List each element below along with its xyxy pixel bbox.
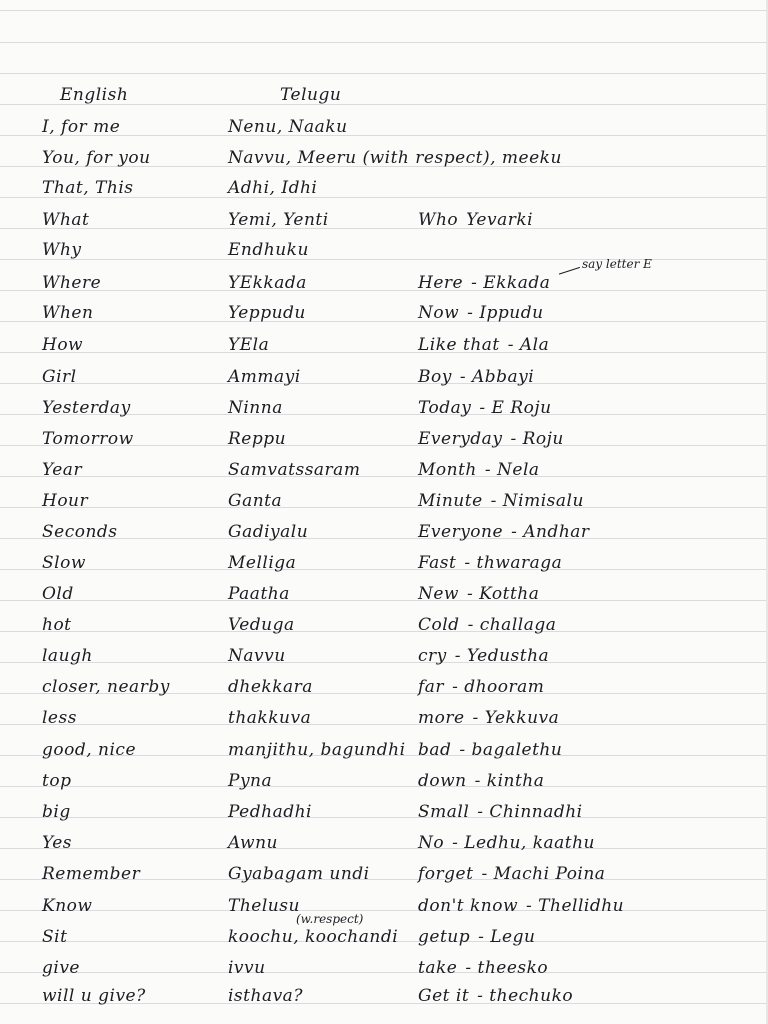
telugu-word-2: - Ekkada — [471, 273, 551, 293]
telugu-word: dhekkara — [228, 677, 313, 697]
telugu-word: YEkkada — [228, 273, 307, 293]
vocab-row — [0, 797, 768, 827]
vocab-row — [0, 486, 768, 516]
vocab-row — [0, 828, 768, 858]
telugu-word: Yemi, Yenti — [228, 210, 329, 230]
telugu-word-2: - thwaraga — [464, 553, 563, 573]
header-row — [0, 80, 768, 110]
vocab-row — [0, 298, 768, 328]
telugu-word-2: - Nimisalu — [490, 491, 584, 511]
vocab-row — [0, 205, 768, 235]
vocab-row — [0, 548, 768, 578]
english-word-2: Get it — [418, 986, 470, 1006]
english-word-2: bad — [418, 740, 452, 760]
english-word-2: getup — [418, 927, 471, 947]
telugu-word-2: - Legu — [478, 927, 536, 947]
telugu-word: koochu, koochandi — [228, 927, 399, 947]
vocab-row — [0, 455, 768, 485]
vocab-row — [0, 735, 768, 765]
telugu-word-2: - bagalethu — [459, 740, 563, 760]
telugu-word: ivvu — [228, 958, 266, 978]
english-word-2: down — [418, 771, 467, 791]
telugu-word: Pedhadhi — [228, 802, 312, 822]
english-word: less — [42, 708, 77, 728]
vocab-row — [0, 143, 768, 173]
telugu-word-2: - Nela — [484, 460, 540, 480]
header-telugu: Telugu — [280, 85, 342, 105]
telugu-word-2: - Ippudu — [467, 303, 544, 323]
english-word: Know — [42, 896, 93, 916]
telugu-word-2: - Yekkuva — [472, 708, 560, 728]
english-word: big — [42, 802, 71, 822]
english-word: will u give? — [42, 986, 146, 1006]
telugu-word-2: - thechuko — [477, 986, 574, 1006]
english-word: Old — [42, 584, 74, 604]
telugu-word-2: - Andhar — [511, 522, 590, 542]
vocab-row — [0, 173, 768, 203]
english-word: I, for me — [42, 117, 121, 137]
english-word: Slow — [42, 553, 86, 573]
telugu-word-2: - dhooram — [452, 677, 545, 697]
english-word: Sit — [42, 927, 68, 947]
english-word: hot — [42, 615, 72, 635]
english-word-2: New — [418, 584, 459, 604]
english-word: closer, nearby — [42, 677, 170, 697]
english-word-2: Fast — [418, 553, 457, 573]
vocab-row — [0, 235, 768, 265]
telugu-word-2: - Roju — [510, 429, 564, 449]
telugu-word: Gyabagam undi — [228, 864, 370, 884]
telugu-word-2: - theesko — [465, 958, 549, 978]
telugu-word-2: - Ledhu, kaathu — [452, 833, 596, 853]
english-word-2: Boy — [418, 367, 452, 387]
telugu-word: Gadiyalu — [228, 522, 309, 542]
english-word-2: Everyday — [418, 429, 503, 449]
english-word: Girl — [42, 367, 77, 387]
english-word: Yesterday — [42, 398, 131, 418]
english-word-2: more — [418, 708, 465, 728]
telugu-word: Ninna — [228, 398, 283, 418]
english-word: What — [42, 210, 90, 230]
vocab-row — [0, 859, 768, 889]
telugu-word-2: Yevarki — [466, 210, 534, 230]
telugu-word: Awnu — [228, 833, 278, 853]
english-word-2: Today — [418, 398, 472, 418]
vocab-row — [0, 579, 768, 609]
header-english: English — [60, 85, 129, 105]
vocab-row — [0, 703, 768, 733]
telugu-word: YEla — [228, 335, 270, 355]
vocab-row — [0, 672, 768, 702]
english-word-2: Here — [418, 273, 464, 293]
vocab-row — [0, 922, 768, 952]
telugu-word: Endhuku — [228, 240, 309, 260]
telugu-word: Yeppudu — [228, 303, 306, 323]
telugu-word-2: - Abbayi — [459, 367, 535, 387]
telugu-word-2: - Ala — [507, 335, 550, 355]
telugu-word: Reppu — [228, 429, 287, 449]
vocab-row — [0, 766, 768, 796]
telugu-word: Pyna — [228, 771, 273, 791]
english-word: good, nice — [42, 740, 137, 760]
respect-note: (w.respect) — [296, 912, 364, 926]
telugu-word: Ganta — [228, 491, 283, 511]
english-word: You, for you — [42, 148, 151, 168]
english-word: When — [42, 303, 94, 323]
telugu-word: Navvu, Meeru (with respect), meeku — [228, 148, 562, 168]
telugu-word-2: - kintha — [474, 771, 545, 791]
vocab-row — [0, 424, 768, 454]
english-word-2: don't know — [418, 896, 519, 916]
english-word: Seconds — [42, 522, 118, 542]
telugu-word: Veduga — [228, 615, 295, 635]
english-word: give — [42, 958, 80, 978]
telugu-word: Adhi, Idhi — [228, 178, 318, 198]
english-word: That, This — [42, 178, 134, 198]
telugu-word: Navvu — [228, 646, 286, 666]
english-word-2: Cold — [418, 615, 460, 635]
telugu-word-2: - Kottha — [467, 584, 540, 604]
english-word: How — [42, 335, 84, 355]
telugu-word: manjithu, bagundhi — [228, 740, 406, 760]
english-word-2: forget — [418, 864, 474, 884]
telugu-word: isthava? — [228, 986, 303, 1006]
english-word: Hour — [42, 491, 89, 511]
english-word: Why — [42, 240, 82, 260]
vocab-row — [0, 641, 768, 671]
english-word: Tomorrow — [42, 429, 134, 449]
vocab-row — [0, 517, 768, 547]
telugu-word-2: - E Roju — [479, 398, 552, 418]
telugu-word-2: - challaga — [467, 615, 557, 635]
english-word-2: Small — [418, 802, 470, 822]
english-word-2: No — [418, 833, 445, 853]
english-word-2: Everyone — [418, 522, 504, 542]
telugu-word: Thelusu — [228, 896, 300, 916]
english-word-2: Now — [418, 303, 460, 323]
say-letter-note: say letter E — [582, 257, 652, 271]
telugu-word-2: - Thellidhu — [526, 896, 625, 916]
english-word-2: Who — [418, 210, 459, 230]
telugu-word-2: - Machi Poina — [481, 864, 606, 884]
vocab-row — [0, 268, 768, 298]
english-word: top — [42, 771, 72, 791]
english-word-2: Like that — [418, 335, 500, 355]
vocab-row — [0, 610, 768, 640]
telugu-word: thakkuva — [228, 708, 312, 728]
vocab-row — [0, 891, 768, 921]
english-word: Where — [42, 273, 102, 293]
vocab-row — [0, 362, 768, 392]
vocab-row — [0, 330, 768, 360]
english-word-2: take — [418, 958, 458, 978]
vocab-row — [0, 112, 768, 142]
vocab-row — [0, 953, 768, 983]
english-word-2: far — [418, 677, 445, 697]
vocab-row — [0, 981, 768, 1011]
english-word: Year — [42, 460, 83, 480]
telugu-word: Paatha — [228, 584, 290, 604]
english-word: Yes — [42, 833, 73, 853]
telugu-word: Melliga — [228, 553, 297, 573]
telugu-word: Nenu, Naaku — [228, 117, 348, 137]
telugu-word: Ammayi — [228, 367, 301, 387]
english-word-2: cry — [418, 646, 447, 666]
english-word: laugh — [42, 646, 93, 666]
english-word-2: Month — [418, 460, 477, 480]
english-word-2: Minute — [418, 491, 483, 511]
english-word: Remember — [42, 864, 141, 884]
telugu-word-2: - Chinnadhi — [477, 802, 583, 822]
vocab-row — [0, 393, 768, 423]
telugu-word-2: - Yedustha — [454, 646, 550, 666]
telugu-word: Samvatssaram — [228, 460, 361, 480]
